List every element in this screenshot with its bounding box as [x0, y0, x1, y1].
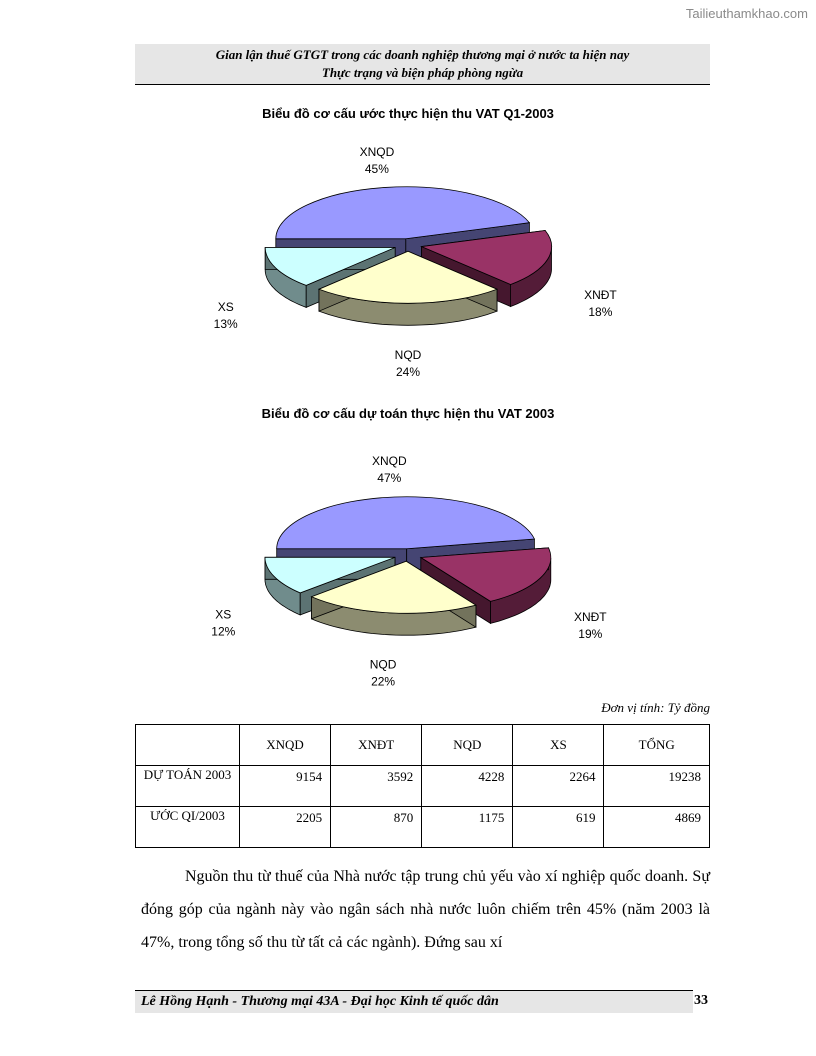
page-number: 33	[694, 993, 708, 1008]
slice-value-xnqd: 45%	[364, 161, 389, 176]
table-cell: 4228	[422, 766, 513, 807]
table-header-cell: XS	[513, 725, 604, 766]
slice-value-xnđt: 19%	[578, 626, 603, 641]
chart-1-title: Biểu đồ cơ cấu ước thực hiện thu VAT Q1-2003	[262, 106, 554, 121]
watermark-text: Tailieuthamkhao.com	[685, 6, 808, 21]
table-header-cell: NQD	[422, 725, 513, 766]
slice-value-xs: 12%	[211, 624, 236, 639]
slice-label-nqd: NQD	[369, 657, 397, 672]
table-row	[136, 766, 710, 807]
table-cell: 3592	[331, 766, 422, 807]
slice-value-xs: 13%	[213, 316, 238, 331]
page-header	[135, 44, 710, 85]
slice-value-xnqd: 47%	[377, 471, 402, 486]
table-cell: 1175	[422, 807, 513, 848]
table-header-cell	[136, 725, 240, 766]
table-header-cell: XNĐT	[331, 725, 422, 766]
row-label: DỰ TOÁN 2003	[136, 766, 240, 807]
table-cell: 619	[513, 807, 604, 848]
pie-chart-estimate-2003	[0, 450, 816, 689]
slice-value-nqd: 22%	[371, 674, 396, 689]
vat-data-table	[135, 724, 710, 848]
header-line-2: Thực trạng và biện pháp phòng ngừa	[321, 65, 524, 80]
chart-2-title: Biểu đồ cơ cấu dự toán thực hiện thu VAT 2003	[261, 406, 555, 421]
body-paragraph	[141, 860, 710, 959]
slice-label-xs: XS	[215, 607, 232, 622]
pie-chart-q1-2003	[0, 140, 816, 380]
paragraph-text: Nguồn thu từ thuế của Nhà nước tập trung chủ yếu vào xí nghiệp quốc doanh. Sự đóng góp của ngành này vào ngân sách nhà nước luôn chiếm trên 45% (năm 2003 là 47%, trong tổng số thu từ tất cả các ngành). Đứng sau xí	[141, 868, 710, 951]
table-cell: 870	[331, 807, 422, 848]
table-cell: 19238	[604, 766, 710, 807]
table-cell: 9154	[240, 766, 331, 807]
header-line-1: Gian lận thuế GTGT trong các doanh nghiệp thương mại ở nước ta hiện nay	[215, 47, 630, 62]
page-footer: Lê Hồng Hạnh - Thương mại 43A - Đại học Kinh tế quốc dân	[135, 990, 693, 1013]
slice-value-nqd: 24%	[395, 365, 421, 380]
slice-value-xnđt: 18%	[588, 304, 613, 319]
table-cell: 2205	[240, 807, 331, 848]
table-cell: 2264	[513, 766, 604, 807]
table-cell: 4869	[604, 807, 710, 848]
unit-note: Đơn vị tính: Tỷ đồng	[601, 700, 710, 715]
slice-label-nqd: NQD	[394, 348, 422, 363]
slice-label-xnđt: XNĐT	[584, 287, 617, 302]
slice-label-xnđt: XNĐT	[573, 609, 607, 624]
slice-label-xnqd: XNQD	[359, 144, 395, 159]
row-label: ƯỚC QI/2003	[136, 807, 240, 848]
table-row	[136, 807, 710, 848]
slice-label-xnqd: XNQD	[371, 454, 407, 469]
slice-label-xs: XS	[217, 299, 234, 314]
table-header-row	[136, 725, 710, 766]
pie-slice-xnqd	[277, 497, 535, 549]
table-header-cell: XNQD	[240, 725, 331, 766]
table-header-cell: TỔNG	[604, 725, 710, 766]
